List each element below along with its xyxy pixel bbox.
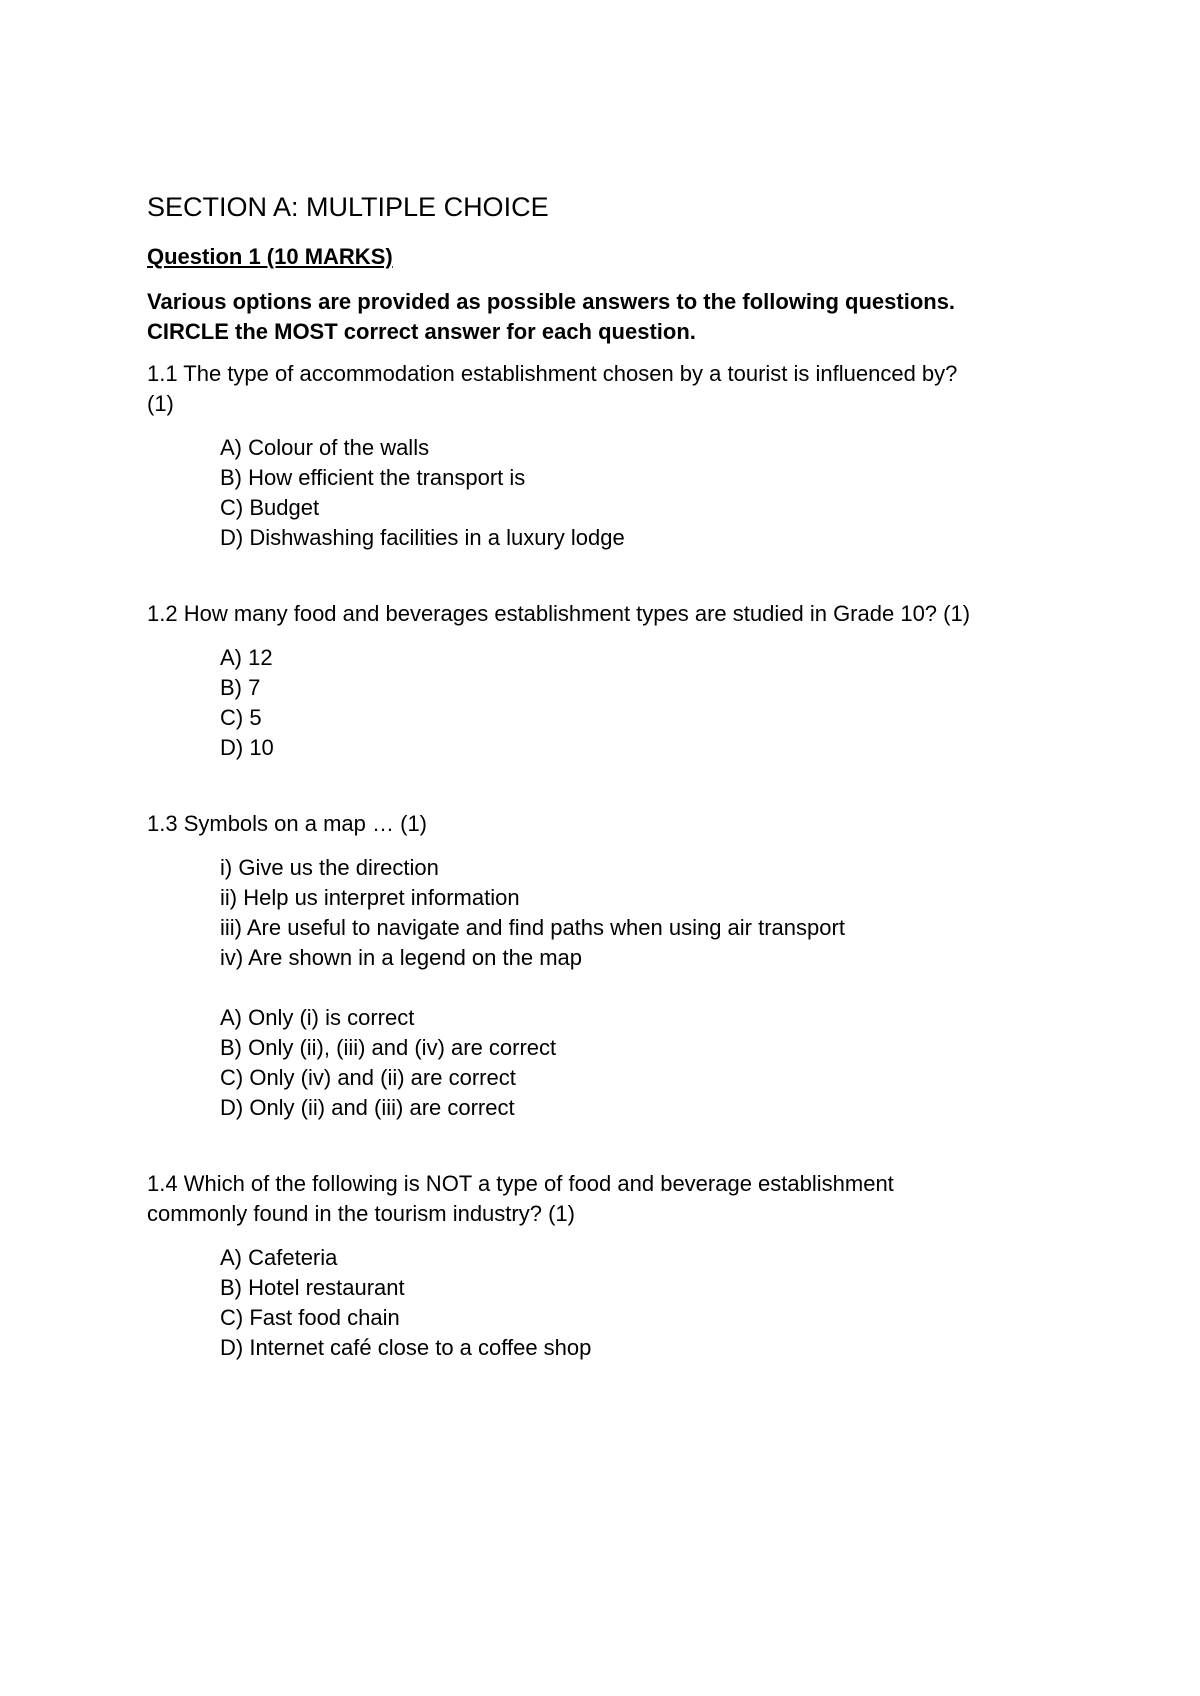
question-1-4-stem [147,1169,1107,1229]
option-a[interactable]: A) Only (i) is correct [220,1005,415,1030]
instructions-line-1: Various options are provided as possible answers to the following questions. [147,289,956,314]
option-b[interactable]: B) 7 [220,675,261,700]
page-content [147,190,1107,1409]
statement-iii: iii) Are useful to navigate and find paths when using air transport [220,915,845,940]
question-1-3-statements [147,853,1107,973]
statement-ii: ii) Help us interpret information [220,885,520,910]
statement-iv: iv) Are shown in a legend on the map [220,945,583,970]
question-1-instructions [147,287,1107,347]
question-1-4 [147,1169,1107,1363]
question-1-1-stem [147,359,1107,419]
option-b[interactable]: B) How efficient the transport is [220,465,526,490]
option-a[interactable]: A) 12 [220,645,273,670]
option-b[interactable]: B) Only (ii), (iii) and (iv) are correct [220,1035,557,1060]
option-c[interactable]: C) Only (iv) and (ii) are correct [220,1065,516,1090]
option-a[interactable]: A) Colour of the walls [220,435,430,460]
question-1-4-options [147,1243,1107,1363]
option-a[interactable]: A) Cafeteria [220,1245,338,1270]
statement-i: i) Give us the direction [220,855,439,880]
option-b[interactable]: B) Hotel restaurant [220,1275,405,1300]
question-1-1-stem-line-2: (1) [147,391,174,416]
option-c[interactable]: C) Budget [220,495,320,520]
question-1-2-options [147,643,1107,763]
question-1-3 [147,809,1107,1123]
option-c[interactable]: C) Fast food chain [220,1305,400,1330]
question-1-4-stem-line-1: 1.4 Which of the following is NOT a type of food and beverage establishment [147,1171,894,1196]
option-d[interactable]: D) Internet café close to a coffee shop [220,1335,592,1360]
question-1-3-stem: 1.3 Symbols on a map … (1) [147,811,428,836]
option-d[interactable]: D) Dishwashing facilities in a luxury lodge [220,525,625,550]
question-1-heading: Question 1 (10 MARKS) [147,244,393,269]
option-c[interactable]: C) 5 [220,705,262,730]
question-1-4-stem-line-2: commonly found in the tourism industry? (1) [147,1201,575,1226]
question-1-1 [147,359,1107,553]
question-1-2-stem: 1.2 How many food and beverages establishment types are studied in Grade 10? (1) [147,601,971,626]
section-title: SECTION A: MULTIPLE CHOICE [147,192,549,222]
option-d[interactable]: D) 10 [220,735,274,760]
question-1-2 [147,599,1107,763]
option-d[interactable]: D) Only (ii) and (iii) are correct [220,1095,515,1120]
instructions-line-2: CIRCLE the MOST correct answer for each question. [147,319,696,344]
question-1-1-stem-line-1: 1.1 The type of accommodation establishment chosen by a tourist is influenced by? [147,361,958,386]
question-1-1-options [147,433,1107,553]
question-1-3-options [147,1003,1107,1123]
